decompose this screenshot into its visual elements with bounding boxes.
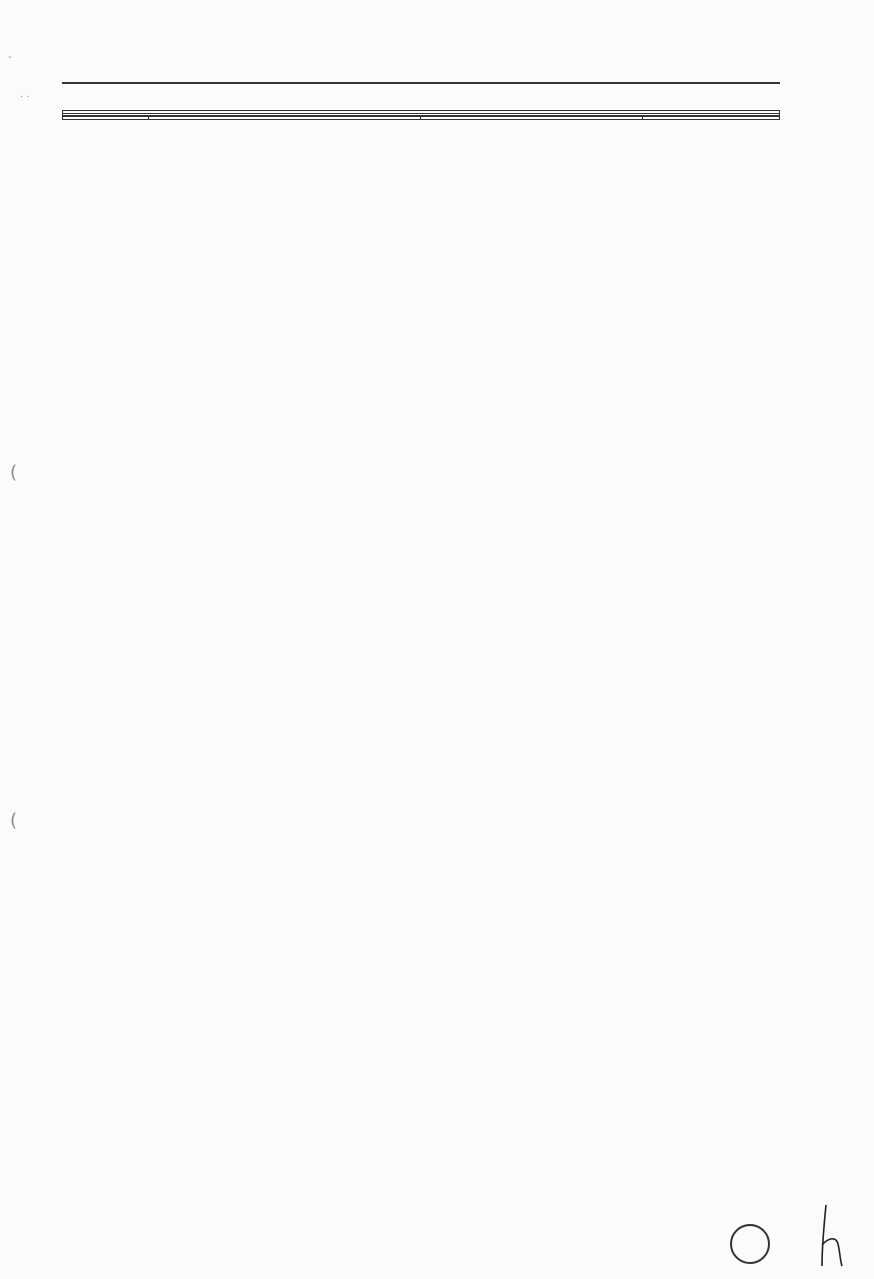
punch-hole-mark: (	[10, 462, 18, 483]
symbol-label	[63, 117, 149, 119]
area-label	[421, 117, 643, 119]
symbol-values	[149, 117, 421, 119]
area-values	[643, 117, 781, 119]
margin-mark: ‐	[8, 52, 12, 63]
section-11-list	[62, 82, 780, 84]
circled-page-number	[730, 1224, 770, 1264]
punch-hole-mark: (	[10, 810, 18, 831]
document-body	[62, 82, 780, 120]
symbol-row	[62, 116, 780, 120]
margin-mark: · ·	[20, 92, 30, 103]
handwritten-signature-icon	[818, 1200, 848, 1270]
card-subtitle	[63, 114, 779, 115]
